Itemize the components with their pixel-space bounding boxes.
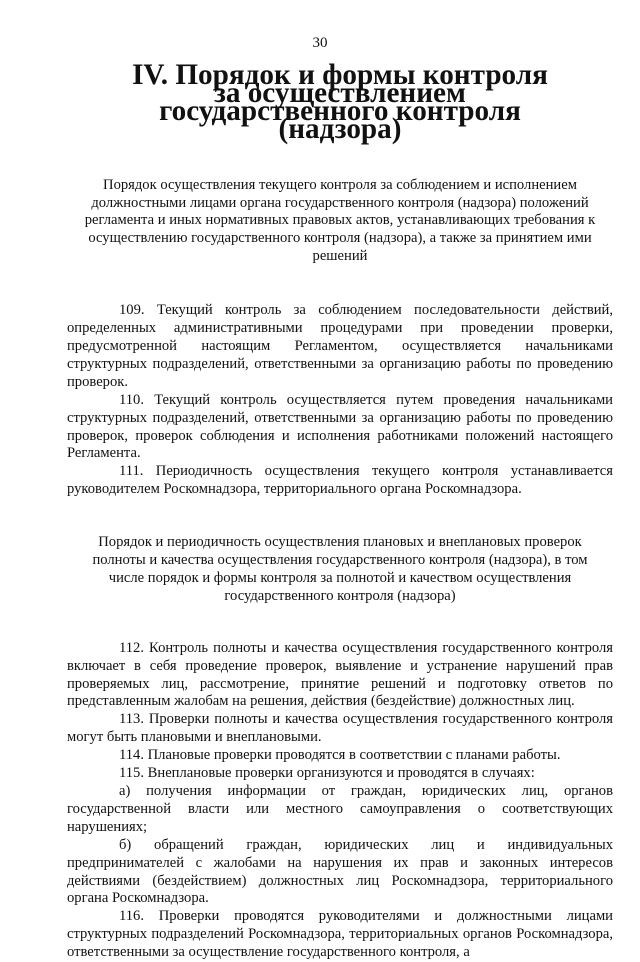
section-paragraphs-current-control [67,302,613,499]
paragraph-116: 116. Проверки проводятся руководителями и должностными лицами структурных подразделений Роскомнадзора, территориальных органов Роскомнадзора, ответственными за осуществление государственного контроля, а [67,908,613,961]
page-content [67,59,613,962]
section-title-planned-checks: Порядок и периодичность осуществления плановых и внеплановых проверок полноты и качества осуществления государственного контроля (надзора), в том числе порядок и формы контроля за полнотой и качеством осуществления государственного контроля (надзора) [92,534,588,604]
paragraph-110: 110. Текущий контроль осуществляется путем проведения начальниками структурных подразделений, ответственными за организацию работы по проведению проверок, проверок соблюдения и исполнения работниками положений настоящего Регламента. [67,391,613,462]
chapter-title: IV. Порядок и формы контроля за осуществлением государственного контроля (надзора) [132,59,548,145]
paragraph-113: 113. Проверки полноты и качества осуществления государственного контроля могут быть плановыми и внеплановыми. [67,711,613,746]
paragraph-115-b: б) обращений граждан, юридических лиц и индивидуальных предпринимателей с жалобами на нарушения их прав и законных интересов действиями (бездействием) должностных лиц Роскомнадзора, территориального органа Роскомнадзора. [67,836,613,907]
paragraph-114: 114. Плановые проверки проводятся в соответствии с планами работы. [119,747,561,764]
paragraph-109: 109. Текущий контроль за соблюдением последовательности действий, определенных административными процедурами при проведении проверки, предусмотренной настоящим Регламентом, осуществляется начальниками структурных подразделений, ответственными за организацию работы по проведению проверок. [67,302,613,390]
section-paragraphs-planned-checks [67,640,613,962]
page-number: 30 [312,35,328,51]
paragraph-111: 111. Периодичность осуществления текущего контроля устанавливается руководителем Роскомнадзора, территориального органа Роскомнадзора. [67,463,613,498]
paragraph-112: 112. Контроль полноты и качества осуществления государственного контроля включает в себя проведение проверок, выявление и устранение нарушений прав проверяемых лиц, рассмотрение, принятие решений и подготовку ответов по представленным жалобам на решения, действия (бездействие) должностных лиц. [67,639,613,710]
paragraph-115: 115. Внеплановые проверки организуются и проводятся в случаях: [119,765,535,782]
section-title-current-control: Порядок осуществления текущего контроля за соблюдением и исполнением должностными лицами органа государственного контроля (надзора) положений регламента и иных нормативных правовых актов, устанавливающих требования к осуществлению государственного контроля (надзора), а также за принятием ими решений [84,176,596,265]
paragraph-115-a: а) получения информации от граждан, юридических лиц, органов государственной власти или местного самоуправления о соответствующих нарушениях; [67,783,613,835]
